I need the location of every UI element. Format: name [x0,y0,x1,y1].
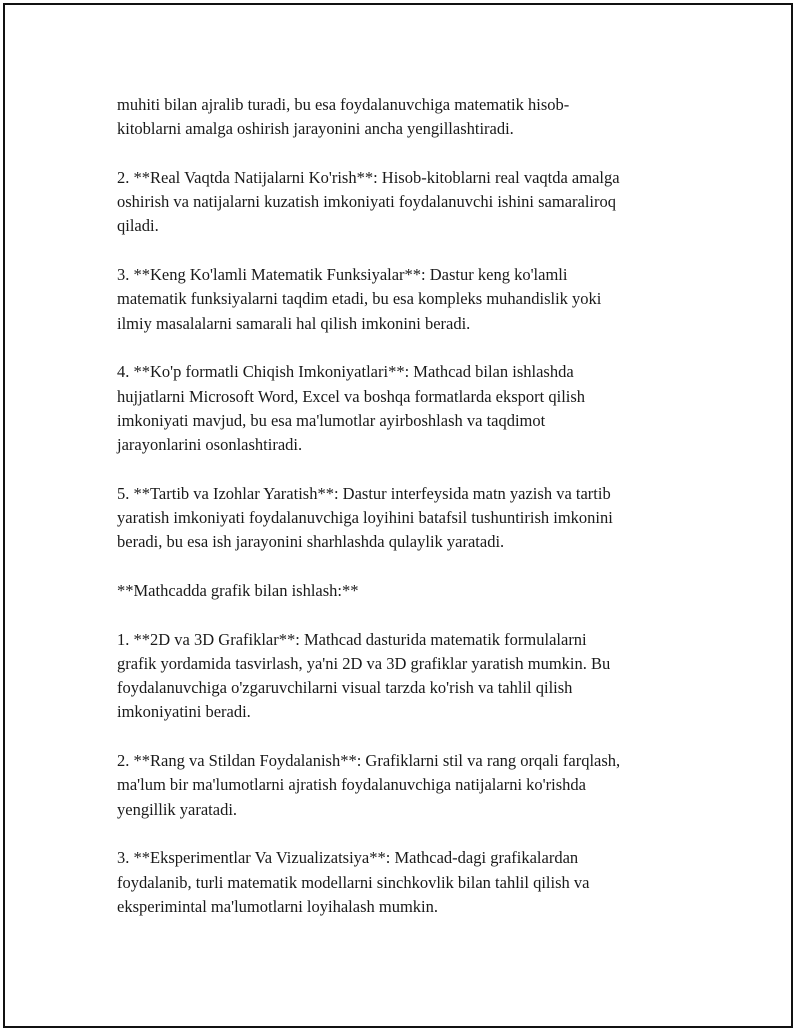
paragraph-color-style: 2. **Rang va Stildan Foydalanish**: Grafiklarni stil va rang orqali farqlash, ma'lum bir ma'lumotlarni ajratish foydalanuvchiga natijalarni ko'rishda yengillik yaratadi. [117,751,621,819]
paragraph-notes-layout: 5. **Tartib va Izohlar Yaratish**: Dastur interfeysida matn yazish va tartib yaratish imkoniyati foydalanuvchiga loyihini batafsil tushuntirish imkonini beradi, bu esa ish jarayonini sharhlashda qulaylik yaratadi. [117,483,613,552]
document-body [117,93,697,943]
section-heading-graphics: **Mathcadda grafik bilan ishlash:** [117,580,359,600]
paragraph-2d-3d-graphs: 1. **2D va 3D Grafiklar**: Mathcad dasturida matematik formulalarni grafik yordamida tasvirlash, ya'ni 2D va 3D grafiklar yaratish mumkin. Bu foydalanuvchiga o'zgaruvchilarni visual tarzda ko'rish va tahlil qilish imkoniyatini beradi. [117,629,611,722]
paragraph-intro-continuation: muhiti bilan ajralib turadi, bu esa foydalanuvchiga matematik hisob- kitoblarni amalga oshirish jarayonini ancha yengillashtiradi. [117,95,570,139]
paragraph-export-formats: 4. **Ko'p formatli Chiqish Imkoniyatlari**: Mathcad bilan ishlashda hujjatlarni Microsoft Word, Excel va boshqa formatlarda eksport qilish imkoniyati mavjud, bu esa ma'lumotlar ayirboshlash va taqdimot jarayonlarini osonlashtiradi. [117,362,586,455]
paragraph-experiments-visualization: 3. **Eksperimentlar Va Vizualizatsiya**: Mathcad-dagi grafikalardan foydalanib, turli matematik modellarni sinchkovlik bilan tahlil qilish va eksperimintal ma'lumotlarni loyihalash mumkin. [117,848,590,916]
paragraph-math-functions: 3. **Keng Ko'lamli Matematik Funksiyalar**: Dastur keng ko'lamli matematik funksiyalarni taqdim etadi, bu esa kompleks muhandislik yoki ilmiy masalalarni samarali hal qilish imkonini beradi. [117,265,602,333]
paragraph-real-time-results: 2. **Real Vaqtda Natijalarni Ko'rish**: Hisob-kitoblarni real vaqtda amalga oshirish va natijalarni kuzatish imkoniyati foydalanuvchi ishini samaraliroq qiladi. [117,167,620,236]
